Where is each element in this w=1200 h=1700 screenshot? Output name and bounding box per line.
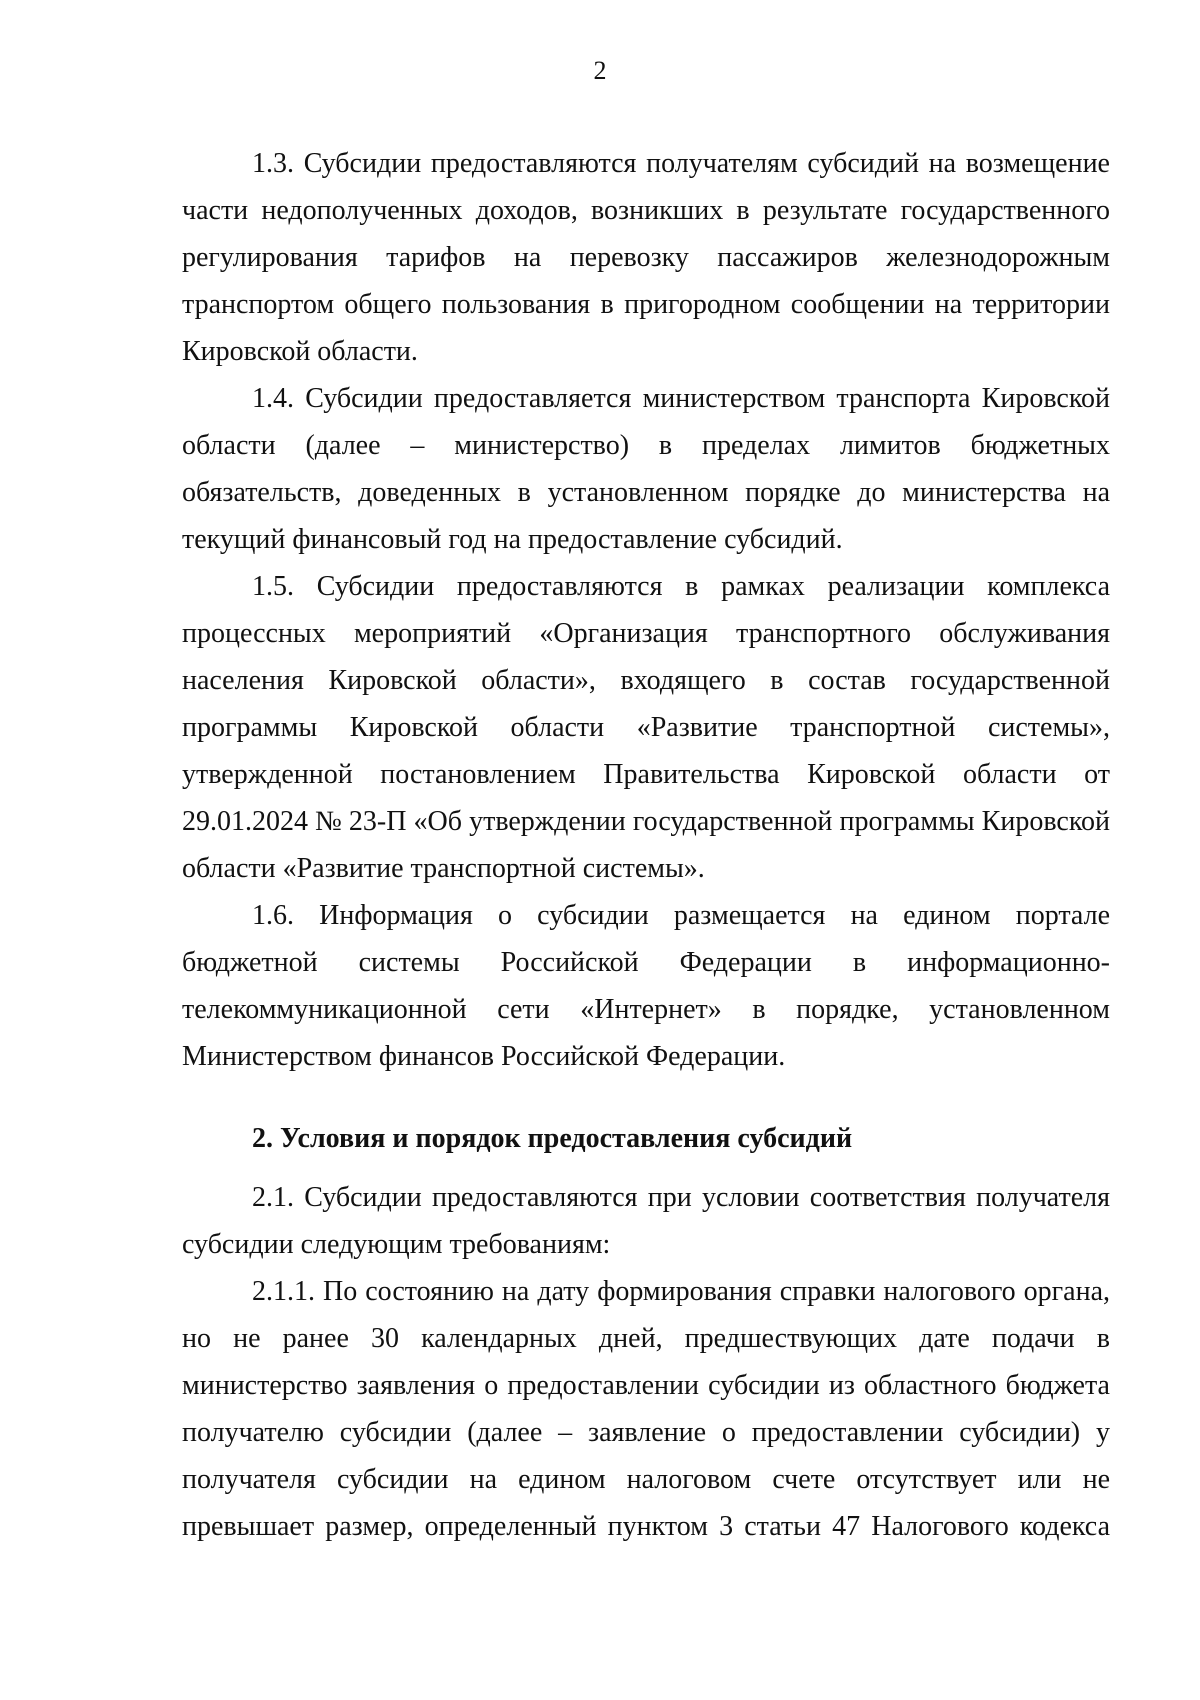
paragraph-2-1-1: 2.1.1. По состоянию на дату формирования справки налогового органа, но не ранее 30 календарных дней, предшествующих дате подачи в министерство заявления о предоставлении субсидии из областного бюджета получателю субсидии (далее – заявление о предоставлении субсидии) у получателя субсидии на едином налоговом счете отсутствует или не превышает размер, определенный пунктом 3 статьи 47 Налогового кодекса: [182, 1276, 1110, 1542]
page-number: 2: [593, 56, 607, 85]
paragraph-1-6: 1.6. Информация о субсидии размещается на едином портале бюджетной системы Российской Федерации в информационно-телекоммуникационной сети «Интернет» в порядке, установленном Министерством финансов Российской Федерации.: [182, 900, 1110, 1072]
section-2-heading: 2. Условия и порядок предоставления субсидий: [252, 1123, 853, 1154]
paragraph-1-4: 1.4. Субсидии предоставляется министерством транспорта Кировской области (далее – министерство) в пределах лимитов бюджетных обязательств, доведенных в установленном порядке до министерства на текущий финансовый год на предоставление субсидий.: [182, 383, 1110, 555]
paragraph-1-3: 1.3. Субсидии предоставляются получателям субсидий на возмещение части недополученных доходов, возникших в результате государственного регулирования тарифов на перевозку пассажиров железнодорожным транспортом общего пользования в пригородном сообщении на территории Кировской области.: [182, 148, 1110, 367]
document-body: [182, 140, 1110, 1550]
paragraph-1-5: 1.5. Субсидии предоставляются в рамках реализации комплекса процессных мероприятий «Организация транспортного обслуживания населения Кировской области», входящего в состав государственной программы Кировской области «Развитие транспортной системы», утвержденной постановлением Правительства Кировской области от 29.01.2024 № 23-П «Об утверждении государственной программы Кировской области «Развитие транспортной системы».: [182, 571, 1110, 884]
paragraph-2-1: 2.1. Субсидии предоставляются при условии соответствия получателя субсидии следующим требованиям:: [182, 1182, 1110, 1260]
